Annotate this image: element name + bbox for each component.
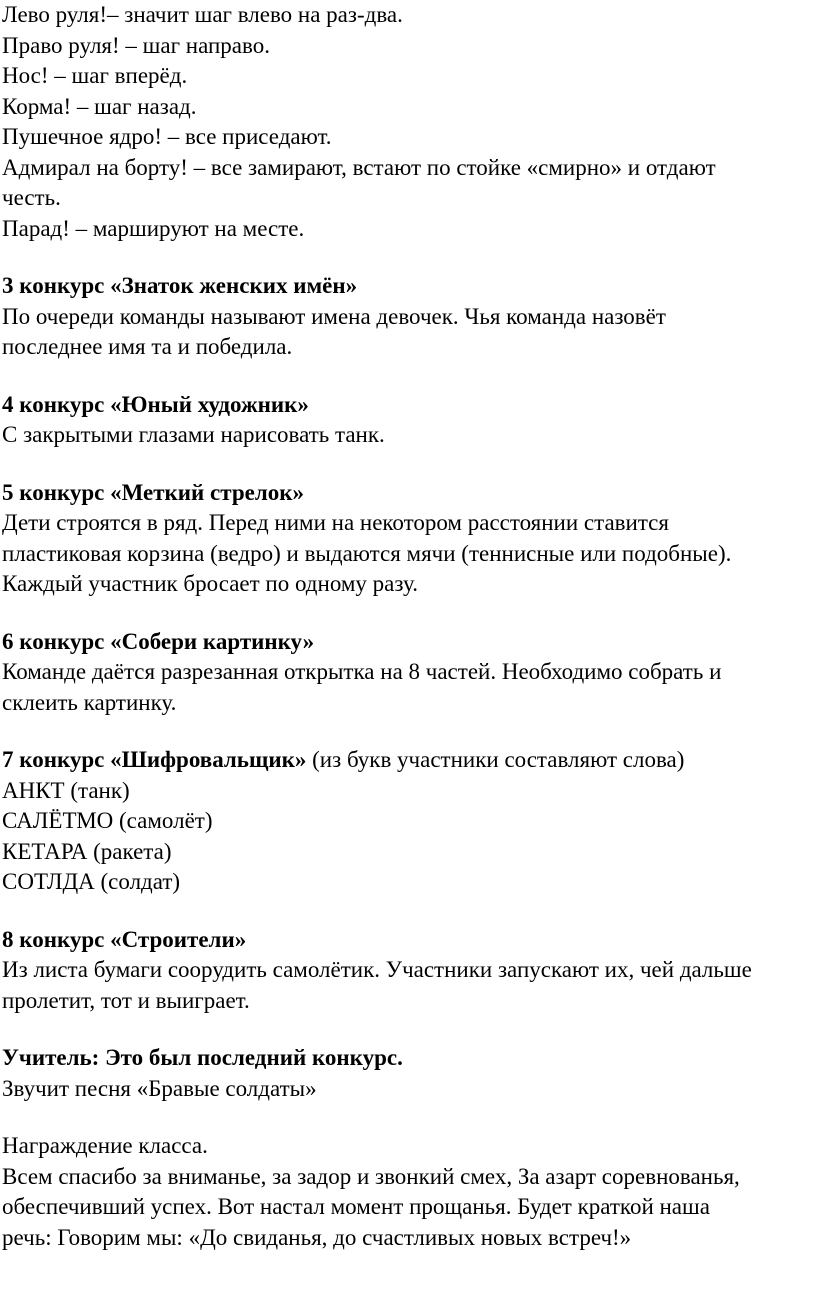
- contest-8-section: [2, 925, 810, 1017]
- paragraph-gap: [2, 244, 810, 271]
- contest-5-text: пластиковая корзина (ведро) и выдаются мячи (теннисные или подобные).: [2, 540, 732, 566]
- command-line: Корма! – шаг назад.: [2, 93, 197, 119]
- contest-5-text: Дети строятся в ряд. Перед ними на некотором расстоянии ставится: [2, 510, 669, 535]
- contest-8-text: пролетит, тот и выиграет.: [2, 987, 250, 1013]
- contest-6-title: 6 конкурс «Собери картинку»: [2, 628, 315, 654]
- cipher-word: САЛЁТМО (самолёт): [2, 808, 213, 833]
- contest-3-text: По очереди команды называют имена девочек. Чья команда назовёт: [2, 303, 666, 329]
- document-page: [2, 0, 810, 1253]
- closing-text: речь: Говорим мы: «До свиданья, до счастливых новых встреч!»: [2, 1224, 632, 1250]
- contest-5-section: [2, 478, 810, 600]
- contest-3-title: 3 конкурс «Знаток женских имён»: [2, 273, 358, 298]
- contest-7-title: 7 конкурс «Шифровальщик»: [2, 747, 307, 772]
- intro-commands: [2, 0, 810, 244]
- closing-text: Всем спасибо за вниманье, за задор и звонкий смех, За азарт соревнованья,: [2, 1163, 740, 1189]
- song-note: Звучит песня «Бравые солдаты»: [2, 1075, 317, 1101]
- command-line: Лево руля!– значит шаг влево на раз-два.: [2, 2, 403, 27]
- command-line: Нос! – шаг вперёд.: [2, 63, 188, 88]
- contest-6-text: Команде даётся разрезанная открытка на 8 частей. Необходимо собрать и: [2, 659, 722, 684]
- cipher-word: СОТЛДА (солдат): [2, 869, 181, 894]
- command-line: Адмирал на борту! – все замирают, встают по стойке «смирно» и отдают: [2, 154, 716, 180]
- contest-7-heading: [2, 745, 810, 776]
- contest-4-text: С закрытыми глазами нарисовать танк.: [2, 422, 385, 447]
- contest-7-section: [2, 745, 810, 898]
- cipher-word: АНКТ (танк): [2, 777, 130, 803]
- contest-8-text: Из листа бумаги соорудить самолётик. Участники запускают их, чей дальше: [2, 957, 752, 982]
- command-line: честь.: [2, 185, 61, 210]
- paragraph-gap: [2, 363, 810, 390]
- contest-4-title: 4 конкурс «Юный художник»: [2, 391, 309, 417]
- contest-8-title: 8 конкурс «Строители»: [2, 926, 247, 952]
- paragraph-gap: [2, 1104, 810, 1131]
- command-line: Парад! – маршируют на месте.: [2, 215, 305, 241]
- contest-5-text: Каждый участник бросает по одному разу.: [2, 571, 418, 596]
- command-line: Пушечное ядро! – все приседают.: [2, 124, 332, 149]
- paragraph-gap: [2, 600, 810, 627]
- contest-3-text: последнее имя та и победила.: [2, 334, 293, 359]
- closing-section: [2, 1131, 810, 1253]
- paragraph-gap: [2, 451, 810, 478]
- paragraph-gap: [2, 718, 810, 745]
- closing-text: обеспечивший успех. Вот настал момент прощанья. Будет краткой наша: [2, 1194, 710, 1219]
- contest-5-title: 5 конкурс «Меткий стрелок»: [2, 479, 304, 505]
- contest-6-section: [2, 627, 810, 719]
- paragraph-gap: [2, 1016, 810, 1043]
- paragraph-gap: [2, 898, 810, 925]
- teacher-section: [2, 1043, 810, 1104]
- contest-6-text: склеить картинку.: [2, 689, 177, 715]
- contest-7-note: (из букв участники составляют слова): [306, 747, 685, 772]
- command-line: Право руля! – шаг направо.: [2, 32, 270, 58]
- cipher-word: КЕТАРА (ракета): [2, 838, 172, 864]
- contest-3-section: [2, 271, 810, 363]
- teacher-speech: Учитель: Это был последний конкурс.: [2, 1045, 403, 1070]
- contest-4-section: [2, 390, 810, 451]
- award-line: Награждение класса.: [2, 1133, 208, 1158]
